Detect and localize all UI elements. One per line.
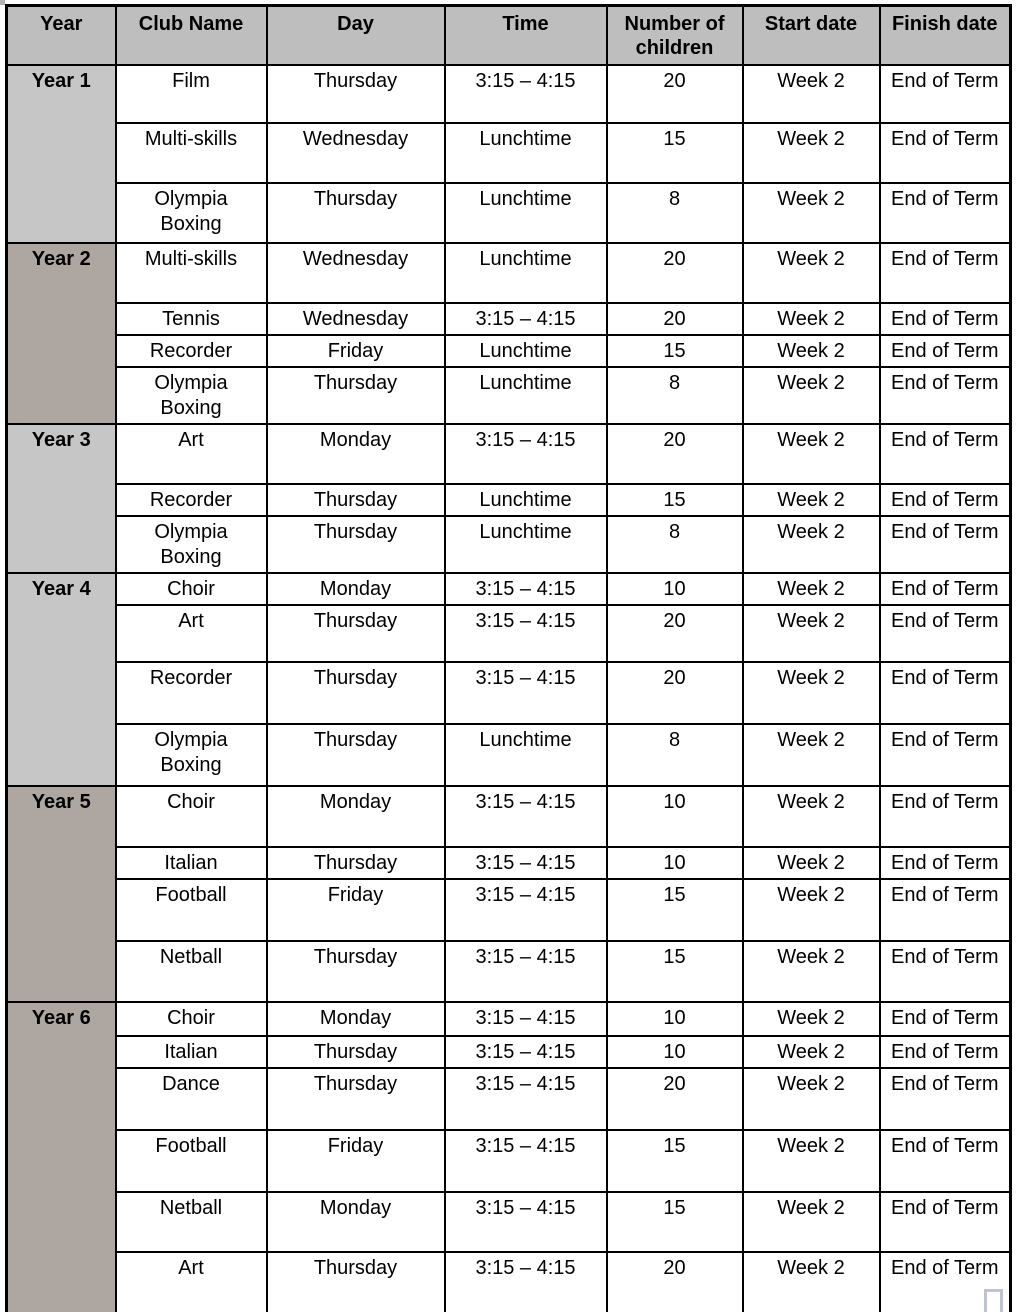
time-cell: 3:15 – 4:15 <box>445 1068 607 1130</box>
header-row <box>7 6 1011 66</box>
club-cell: Italian <box>116 847 267 879</box>
clubs-table-body <box>7 65 1011 1312</box>
children-cell: 20 <box>607 424 743 484</box>
day-cell: Thursday <box>267 183 445 243</box>
club-cell: Film <box>116 65 267 123</box>
children-cell: 8 <box>607 724 743 786</box>
day-cell: Thursday <box>267 65 445 123</box>
children-cell: 10 <box>607 847 743 879</box>
table-row <box>7 941 1011 1002</box>
time-cell: Lunchtime <box>445 183 607 243</box>
time-cell: Lunchtime <box>445 123 607 183</box>
table-row <box>7 516 1011 573</box>
finish-cell: End of Term <box>880 1036 1011 1068</box>
table-row <box>7 1192 1011 1252</box>
club-cell: Italian <box>116 1036 267 1068</box>
children-cell: 20 <box>607 303 743 335</box>
table-row <box>7 1036 1011 1068</box>
children-cell: 8 <box>607 516 743 573</box>
children-cell: 15 <box>607 123 743 183</box>
col-header-day: Day <box>267 6 445 66</box>
table-resize-handle[interactable] <box>984 1289 1003 1312</box>
time-cell: 3:15 – 4:15 <box>445 303 607 335</box>
day-cell: Monday <box>267 1192 445 1252</box>
club-cell: Recorder <box>116 335 267 367</box>
children-cell: 8 <box>607 367 743 424</box>
time-cell: 3:15 – 4:15 <box>445 786 607 847</box>
year-cell: Year 2 <box>7 243 116 424</box>
club-cell: Olympia Boxing <box>116 516 267 573</box>
club-cell: Art <box>116 424 267 484</box>
children-cell: 15 <box>607 484 743 516</box>
time-cell: 3:15 – 4:15 <box>445 941 607 1002</box>
col-header-year: Year <box>7 6 116 66</box>
start-cell: Week 2 <box>743 941 880 1002</box>
start-cell: Week 2 <box>743 1068 880 1130</box>
children-cell: 15 <box>607 1130 743 1192</box>
finish-cell: End of Term <box>880 367 1011 424</box>
club-cell: Choir <box>116 786 267 847</box>
time-cell: Lunchtime <box>445 367 607 424</box>
day-cell: Thursday <box>267 484 445 516</box>
start-cell: Week 2 <box>743 573 880 605</box>
time-cell: Lunchtime <box>445 516 607 573</box>
day-cell: Monday <box>267 1002 445 1036</box>
start-cell: Week 2 <box>743 1192 880 1252</box>
children-cell: 10 <box>607 1002 743 1036</box>
finish-cell: End of Term <box>880 1130 1011 1192</box>
table-row <box>7 1002 1011 1036</box>
finish-cell: End of Term <box>880 424 1011 484</box>
start-cell: Week 2 <box>743 879 880 941</box>
start-cell: Week 2 <box>743 243 880 303</box>
start-cell: Week 2 <box>743 1130 880 1192</box>
finish-cell: End of Term <box>880 847 1011 879</box>
finish-cell: End of Term <box>880 879 1011 941</box>
table-row <box>7 724 1011 786</box>
finish-cell: End of Term <box>880 786 1011 847</box>
start-cell: Week 2 <box>743 335 880 367</box>
time-cell: 3:15 – 4:15 <box>445 1192 607 1252</box>
finish-cell: End of Term <box>880 516 1011 573</box>
year-cell: Year 3 <box>7 424 116 573</box>
finish-cell: End of Term <box>880 1192 1011 1252</box>
year-cell: Year 4 <box>7 573 116 786</box>
start-cell: Week 2 <box>743 65 880 123</box>
day-cell: Thursday <box>267 662 445 724</box>
finish-cell: End of Term <box>880 573 1011 605</box>
start-cell: Week 2 <box>743 1036 880 1068</box>
time-cell: 3:15 – 4:15 <box>445 605 607 662</box>
day-cell: Thursday <box>267 724 445 786</box>
time-cell: Lunchtime <box>445 724 607 786</box>
time-cell: 3:15 – 4:15 <box>445 879 607 941</box>
col-header-start: Start date <box>743 6 880 66</box>
year-cell: Year 6 <box>7 1002 116 1312</box>
children-cell: 10 <box>607 1036 743 1068</box>
children-cell: 15 <box>607 335 743 367</box>
table-row <box>7 65 1011 123</box>
start-cell: Week 2 <box>743 1002 880 1036</box>
club-cell: Art <box>116 605 267 662</box>
children-cell: 8 <box>607 183 743 243</box>
club-cell: Art <box>116 1252 267 1312</box>
finish-cell: End of Term <box>880 335 1011 367</box>
finish-cell: End of Term <box>880 941 1011 1002</box>
finish-cell: End of Term <box>880 1252 1011 1312</box>
table-row <box>7 1252 1011 1312</box>
children-cell: 15 <box>607 879 743 941</box>
club-cell: Olympia Boxing <box>116 183 267 243</box>
time-cell: 3:15 – 4:15 <box>445 847 607 879</box>
table-row <box>7 335 1011 367</box>
year-cell: Year 5 <box>7 786 116 1002</box>
time-cell: 3:15 – 4:15 <box>445 662 607 724</box>
children-cell: 15 <box>607 1192 743 1252</box>
club-cell: Netball <box>116 1192 267 1252</box>
table-row <box>7 662 1011 724</box>
club-cell: Choir <box>116 573 267 605</box>
table-row <box>7 424 1011 484</box>
finish-cell: End of Term <box>880 484 1011 516</box>
start-cell: Week 2 <box>743 516 880 573</box>
children-cell: 10 <box>607 573 743 605</box>
table-row <box>7 484 1011 516</box>
day-cell: Thursday <box>267 1036 445 1068</box>
finish-cell: End of Term <box>880 303 1011 335</box>
time-cell: Lunchtime <box>445 335 607 367</box>
start-cell: Week 2 <box>743 1252 880 1312</box>
finish-cell: End of Term <box>880 662 1011 724</box>
time-cell: 3:15 – 4:15 <box>445 424 607 484</box>
finish-cell: End of Term <box>880 183 1011 243</box>
col-header-club: Club Name <box>116 6 267 66</box>
finish-cell: End of Term <box>880 605 1011 662</box>
time-cell: 3:15 – 4:15 <box>445 1252 607 1312</box>
day-cell: Friday <box>267 335 445 367</box>
start-cell: Week 2 <box>743 605 880 662</box>
start-cell: Week 2 <box>743 484 880 516</box>
day-cell: Friday <box>267 879 445 941</box>
finish-cell: End of Term <box>880 65 1011 123</box>
children-cell: 20 <box>607 1068 743 1130</box>
finish-cell: End of Term <box>880 243 1011 303</box>
day-cell: Monday <box>267 573 445 605</box>
club-cell: Tennis <box>116 303 267 335</box>
col-header-children: Number of children <box>607 6 743 66</box>
day-cell: Friday <box>267 1130 445 1192</box>
start-cell: Week 2 <box>743 847 880 879</box>
time-cell: Lunchtime <box>445 243 607 303</box>
club-cell: Football <box>116 879 267 941</box>
start-cell: Week 2 <box>743 724 880 786</box>
day-cell: Wednesday <box>267 303 445 335</box>
finish-cell: End of Term <box>880 1002 1011 1036</box>
table-row <box>7 123 1011 183</box>
children-cell: 20 <box>607 65 743 123</box>
day-cell: Thursday <box>267 605 445 662</box>
table-row <box>7 1068 1011 1130</box>
day-cell: Thursday <box>267 941 445 1002</box>
finish-cell: End of Term <box>880 1068 1011 1130</box>
club-cell: Football <box>116 1130 267 1192</box>
table-row <box>7 183 1011 243</box>
day-cell: Monday <box>267 786 445 847</box>
start-cell: Week 2 <box>743 786 880 847</box>
club-cell: Recorder <box>116 484 267 516</box>
club-cell: Olympia Boxing <box>116 367 267 424</box>
time-cell: Lunchtime <box>445 484 607 516</box>
children-cell: 20 <box>607 605 743 662</box>
table-row <box>7 1130 1011 1192</box>
club-cell: Choir <box>116 1002 267 1036</box>
table-row <box>7 879 1011 941</box>
table-row <box>7 367 1011 424</box>
time-cell: 3:15 – 4:15 <box>445 65 607 123</box>
club-cell: Multi-skills <box>116 243 267 303</box>
clubs-table <box>5 4 1012 1312</box>
day-cell: Thursday <box>267 516 445 573</box>
table-row <box>7 605 1011 662</box>
table-row <box>7 243 1011 303</box>
day-cell: Monday <box>267 424 445 484</box>
time-cell: 3:15 – 4:15 <box>445 1130 607 1192</box>
table-row <box>7 847 1011 879</box>
finish-cell: End of Term <box>880 123 1011 183</box>
table-row <box>7 303 1011 335</box>
children-cell: 20 <box>607 662 743 724</box>
start-cell: Week 2 <box>743 183 880 243</box>
day-cell: Wednesday <box>267 123 445 183</box>
start-cell: Week 2 <box>743 367 880 424</box>
col-header-finish: Finish date <box>880 6 1011 66</box>
col-header-time: Time <box>445 6 607 66</box>
children-cell: 10 <box>607 786 743 847</box>
club-cell: Olympia Boxing <box>116 724 267 786</box>
day-cell: Thursday <box>267 1068 445 1130</box>
start-cell: Week 2 <box>743 123 880 183</box>
club-cell: Dance <box>116 1068 267 1130</box>
club-cell: Multi-skills <box>116 123 267 183</box>
club-cell: Recorder <box>116 662 267 724</box>
year-cell: Year 1 <box>7 65 116 243</box>
children-cell: 15 <box>607 941 743 1002</box>
start-cell: Week 2 <box>743 303 880 335</box>
time-cell: 3:15 – 4:15 <box>445 1002 607 1036</box>
table-row <box>7 573 1011 605</box>
day-cell: Wednesday <box>267 243 445 303</box>
table-row <box>7 786 1011 847</box>
start-cell: Week 2 <box>743 424 880 484</box>
day-cell: Thursday <box>267 1252 445 1312</box>
finish-cell: End of Term <box>880 724 1011 786</box>
time-cell: 3:15 – 4:15 <box>445 1036 607 1068</box>
day-cell: Thursday <box>267 847 445 879</box>
time-cell: 3:15 – 4:15 <box>445 573 607 605</box>
start-cell: Week 2 <box>743 662 880 724</box>
club-cell: Netball <box>116 941 267 1002</box>
day-cell: Thursday <box>267 367 445 424</box>
children-cell: 20 <box>607 1252 743 1312</box>
children-cell: 20 <box>607 243 743 303</box>
